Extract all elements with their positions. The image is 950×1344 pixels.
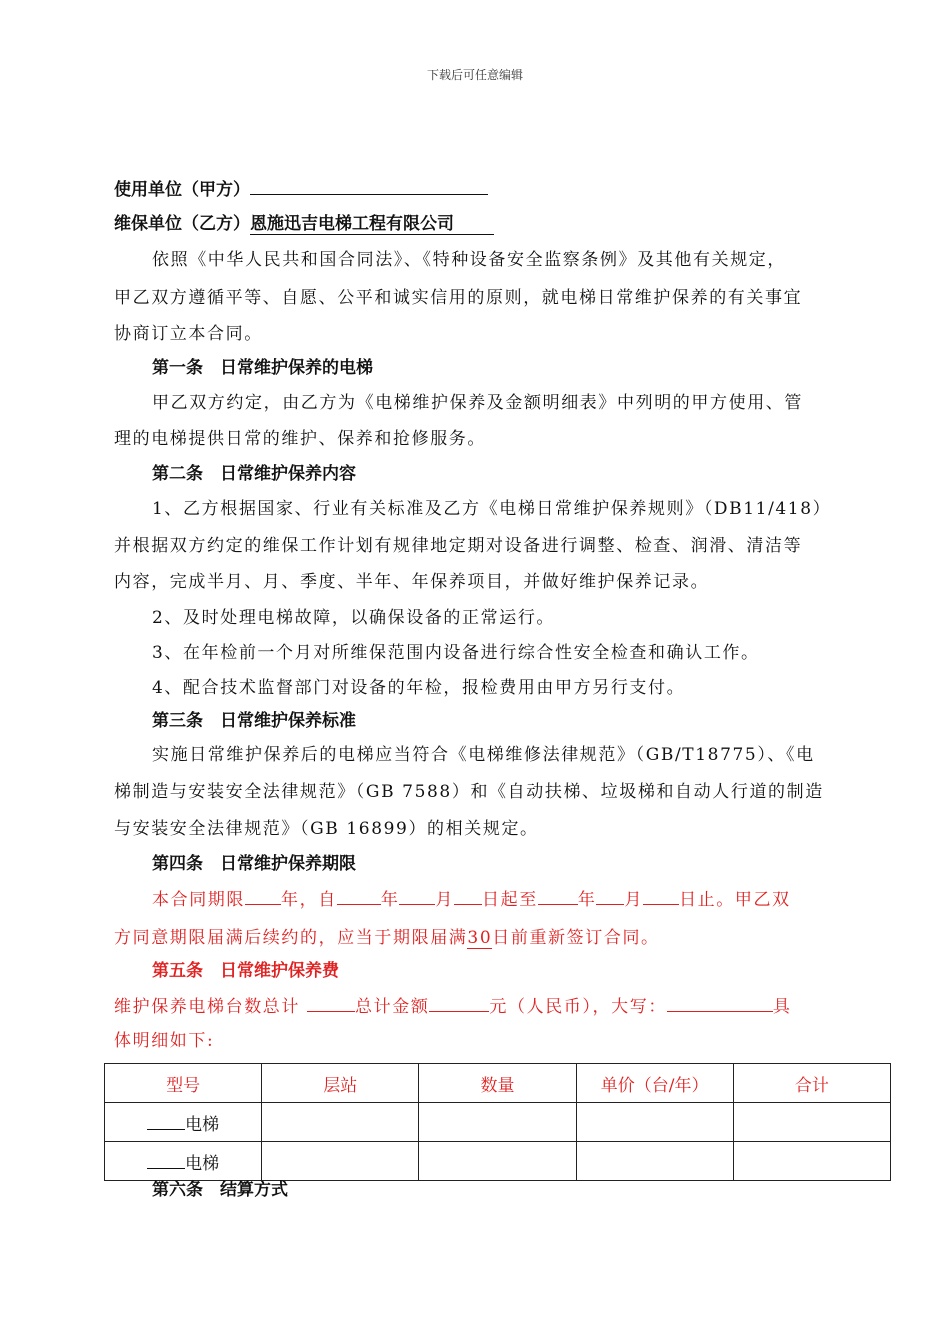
end-month-blank[interactable] [596, 886, 624, 905]
intro-line-1: 依照《中华人民共和国合同法》、《特种设备安全监察条例》及其他有关规定， [152, 250, 786, 270]
article-5-title: 第五条 日常维护保养费 [152, 961, 339, 981]
elevator-count-blank[interactable] [307, 993, 355, 1012]
article-2-line-3: 内容，完成半月、月、季度、半年、年保养项目，并做好维护保养记录。 [114, 572, 710, 592]
fee-text-c: 元（人民币），大写： [489, 997, 667, 1017]
model-cell [105, 1103, 262, 1142]
fee-table [104, 1063, 891, 1181]
party-b-label: 维保单位（乙方） [114, 214, 250, 234]
end-day-blank[interactable] [643, 886, 679, 905]
article-1-line-1: 甲乙双方约定，由乙方为《电梯维护保养及金额明细表》中列明的甲方使用、管 [152, 393, 803, 413]
unit-price-cell[interactable] [576, 1103, 733, 1142]
article-4-line-2 [114, 926, 660, 950]
term-text-e: 日起至 [482, 890, 538, 910]
article-3-line-3: 与安装安全法律规范》（GB 16899）的相关规定。 [114, 819, 539, 839]
term-text-f: 年 [577, 890, 597, 910]
article-3-title: 第三条 日常维护保养标准 [152, 711, 356, 731]
model-cell [105, 1142, 262, 1181]
amount-in-words-blank[interactable] [667, 993, 773, 1012]
unit-price-cell[interactable] [576, 1142, 733, 1181]
quantity-cell[interactable] [419, 1142, 576, 1181]
article-4-title: 第四条 日常维护保养期限 [152, 854, 356, 874]
quantity-cell[interactable] [419, 1103, 576, 1142]
article-2-title: 第二条 日常维护保养内容 [152, 464, 356, 484]
intro-line-2: 甲乙双方遵循平等、自愿、公平和诚实信用的原则，就电梯日常维护保养的有关事宜 [114, 288, 803, 308]
article-2-line-6: 4、配合技术监督部门对设备的年检，报检费用由甲方另行支付。 [152, 678, 686, 698]
model-blank[interactable] [147, 1111, 185, 1130]
col-header-floors: 层站 [262, 1064, 419, 1103]
fee-text-d: 具 [772, 997, 792, 1017]
end-year-blank[interactable] [538, 886, 578, 905]
term-text-b: 年，自 [281, 890, 337, 910]
model-blank[interactable] [147, 1150, 185, 1169]
article-6-title: 第六条 结算方式 [152, 1180, 288, 1200]
party-a-label: 使用单位（甲方） [114, 180, 250, 200]
article-4-line-1 [152, 886, 791, 912]
page-header: 下载后可任意编辑 [426, 68, 523, 82]
col-header-quantity: 数量 [419, 1064, 576, 1103]
start-year-blank[interactable] [337, 886, 381, 905]
article-2-line-2: 并根据双方约定的维保工作计划有规律地定期对设备进行调整、检查、润滑、清洁等 [114, 536, 803, 556]
term-text-d: 月 [435, 890, 455, 910]
total-cell[interactable] [733, 1103, 890, 1142]
article-2-line-5: 3、在年检前一个月对所维保范围内设备进行综合性安全检查和确认工作。 [152, 643, 760, 663]
article-1-line-2: 理的电梯提供日常的维护、保养和抢修服务。 [114, 429, 486, 449]
table-row [105, 1142, 891, 1181]
floors-cell[interactable] [262, 1103, 419, 1142]
model-suffix: 电梯 [185, 1114, 220, 1135]
term-text-g: 月 [624, 890, 644, 910]
table-row [105, 1103, 891, 1142]
start-day-blank[interactable] [454, 886, 482, 905]
party-a-line [114, 176, 488, 202]
party-b-line [114, 212, 494, 236]
col-header-total: 合计 [733, 1064, 890, 1103]
col-header-unit-price: 单价（台/年） [576, 1064, 733, 1103]
term-text-c: 年 [380, 890, 400, 910]
total-cell[interactable] [733, 1142, 890, 1181]
term-text-a: 本合同期限 [152, 890, 245, 910]
article-3-line-1: 实施日常维护保养后的电梯应当符合《电梯维修法律规范》（GB/T18775）、《电 [152, 745, 815, 765]
fee-text-b: 总计金额 [355, 997, 430, 1017]
party-b-name: 恩施迅吉电梯工程有限公司 [250, 214, 494, 235]
article-2-line-4: 2、及时处理电梯故障，以确保设备的正常运行。 [152, 608, 556, 628]
renewal-days: 30 [467, 928, 493, 948]
col-header-model: 型号 [105, 1064, 262, 1103]
article-5-line-2: 体明细如下: [114, 1031, 215, 1051]
intro-line-3: 协商订立本合同。 [114, 324, 263, 344]
fee-text-a: 维护保养电梯台数总计 [114, 997, 300, 1017]
model-suffix: 电梯 [185, 1153, 220, 1174]
party-a-blank[interactable] [250, 176, 488, 195]
term-text-h: 日止。甲乙双 [679, 890, 791, 910]
article-2-line-1: 1、乙方根据国家、行业有关标准及乙方《电梯日常维护保养规则》（DB11/418） [152, 499, 832, 519]
renewal-text-b: 日前重新签订合同。 [492, 928, 660, 948]
renewal-text-a: 方同意期限届满后续约的，应当于期限届满 [114, 928, 468, 948]
fee-table-header [105, 1064, 891, 1103]
term-years-blank[interactable] [245, 886, 281, 905]
total-amount-blank[interactable] [429, 993, 489, 1012]
floors-cell[interactable] [262, 1142, 419, 1181]
article-5-line-1 [114, 993, 792, 1019]
article-3-line-2: 梯制造与安装安全法律规范》（GB 7588）和《自动扶梯、垃圾梯和自动人行道的制造 [114, 782, 824, 802]
start-month-blank[interactable] [399, 886, 435, 905]
article-1-title: 第一条 日常维护保养的电梯 [152, 358, 373, 378]
